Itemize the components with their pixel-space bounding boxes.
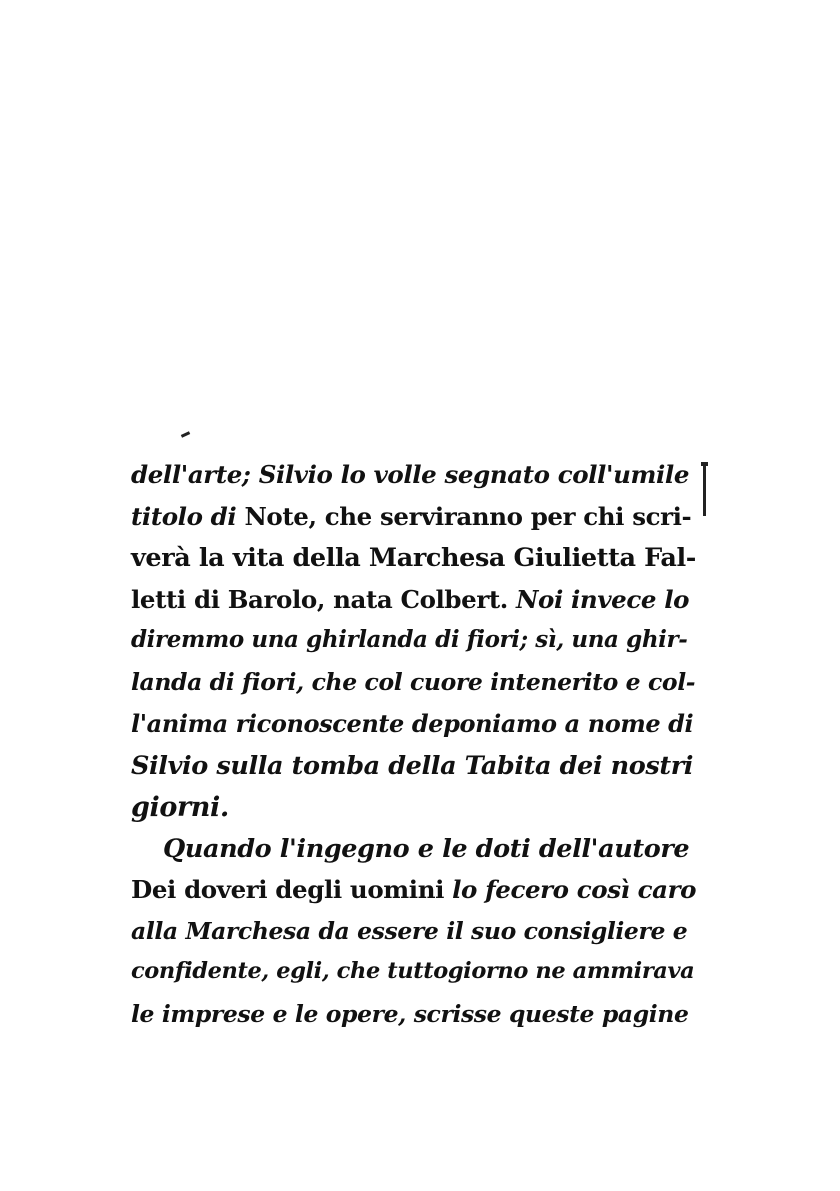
text-line-11 — [131, 875, 697, 917]
text-segment: diremmo una ghirlanda di fiori; sì, una ghir- — [131, 626, 688, 653]
text-segment: verà la vita della Marchesa Giulietta Fal- — [131, 543, 696, 573]
stray-ink-mark — [181, 431, 190, 438]
text-segment: dell'arte; Silvio lo volle segnato coll'umile — [131, 460, 690, 489]
text-line-group — [131, 875, 696, 904]
text-segment: confidente, egli, che tuttogiorno ne ammirava — [131, 958, 695, 984]
text-segment: Noi invece lo — [516, 584, 690, 614]
text-segment: Silvio sulla tomba della Tabita dei nostri — [131, 750, 694, 781]
text-segment: Dei doveri degli uomini — [131, 875, 453, 904]
text-segment: landa di fiori, che col cuore intenerito e col- — [131, 667, 696, 696]
text-line-6 — [131, 668, 697, 710]
text-segment: Note, che serviranno per chi scri- — [244, 501, 692, 531]
text-line-5 — [131, 626, 697, 668]
text-line-9 — [131, 792, 697, 834]
text-segment: giorni. — [131, 792, 229, 823]
text-line-10 — [131, 834, 697, 876]
text-line-4 — [131, 585, 697, 627]
text-line-12 — [131, 917, 697, 959]
text-segment: l'anima riconoscente deponiamo a nome di — [131, 709, 694, 738]
text-line-2 — [131, 502, 697, 544]
text-line-group — [131, 585, 689, 614]
text-segment: titolo di — [131, 501, 245, 531]
body-text — [131, 460, 697, 1041]
text-line-7 — [131, 709, 697, 751]
text-segment: alla Marchesa da essere il suo consigliere e — [131, 916, 688, 945]
text-line-14 — [131, 1000, 697, 1042]
text-line-13 — [131, 958, 697, 1000]
text-segment: letti di Barolo, nata Colbert. — [131, 584, 517, 614]
margin-bar-mark — [703, 464, 706, 516]
text-line-group — [131, 502, 691, 531]
text-segment: Quando l'ingegno e le doti dell'autore — [163, 833, 690, 864]
text-segment: lo fecero così caro — [452, 875, 697, 904]
text-segment: le imprese e le opere, scrisse queste pagine — [131, 999, 689, 1028]
text-line-1 — [131, 460, 697, 502]
text-line-3 — [131, 543, 697, 585]
text-line-8 — [131, 751, 697, 793]
